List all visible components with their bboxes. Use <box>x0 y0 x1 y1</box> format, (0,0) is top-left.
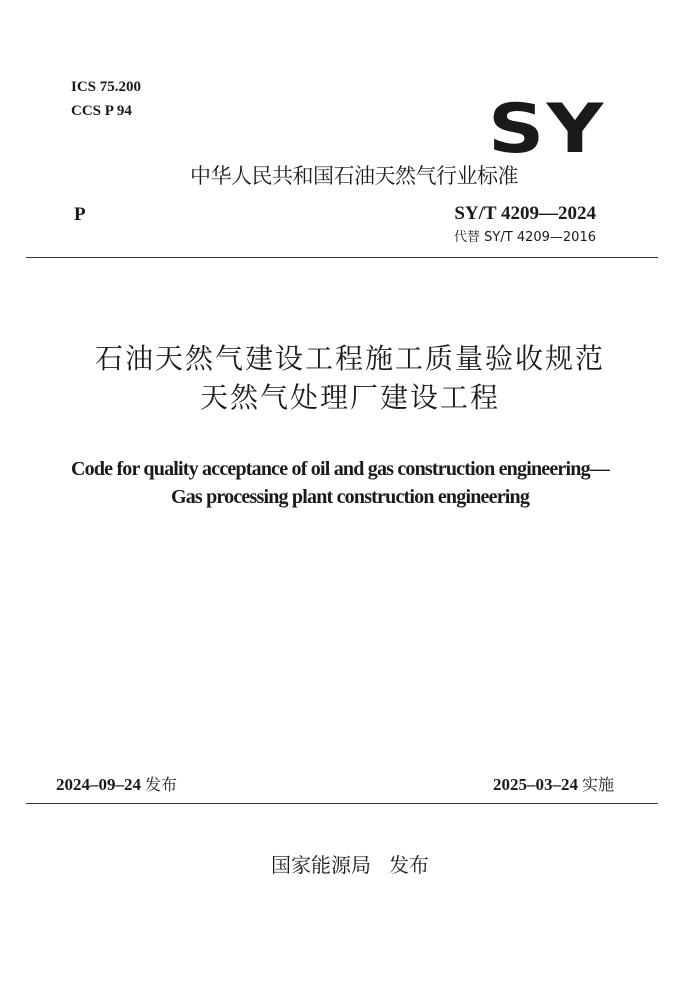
issuer-label: 发布 <box>389 853 429 877</box>
industry-standard-heading: 中华人民共和国石油天然气行业标准 <box>190 164 518 188</box>
issuer <box>0 855 700 875</box>
publish-date-value: 2024–09–24 <box>56 775 141 794</box>
top-divider <box>26 257 658 258</box>
english-title-line-1: Code for quality acceptance of oil and gas construction engineering— <box>71 458 609 480</box>
english-title-line-2: Gas processing plant construction engineering <box>170 486 530 508</box>
replaces-note: 代替 SY/T 4209—2016 <box>454 230 596 245</box>
category-code: P <box>74 204 86 225</box>
publish-date <box>56 776 177 794</box>
implement-date <box>493 776 614 794</box>
chinese-title-line-1: 石油天然气建设工程施工质量验收规范 <box>94 342 605 375</box>
issuer-name: 国家能源局 <box>271 853 371 877</box>
chinese-title-line-2: 天然气处理厂建设工程 <box>199 381 500 414</box>
sy-logo: SY <box>488 90 606 169</box>
standard-number: SY/T 4209—2024 <box>454 203 596 224</box>
bottom-divider <box>26 803 658 804</box>
ccs-code: CCS P 94 <box>71 103 132 119</box>
implement-label: 实施 <box>581 775 614 794</box>
implement-date-value: 2025–03–24 <box>492 775 578 794</box>
ics-code: ICS 75.200 <box>71 79 142 95</box>
publish-label: 发布 <box>145 775 178 794</box>
